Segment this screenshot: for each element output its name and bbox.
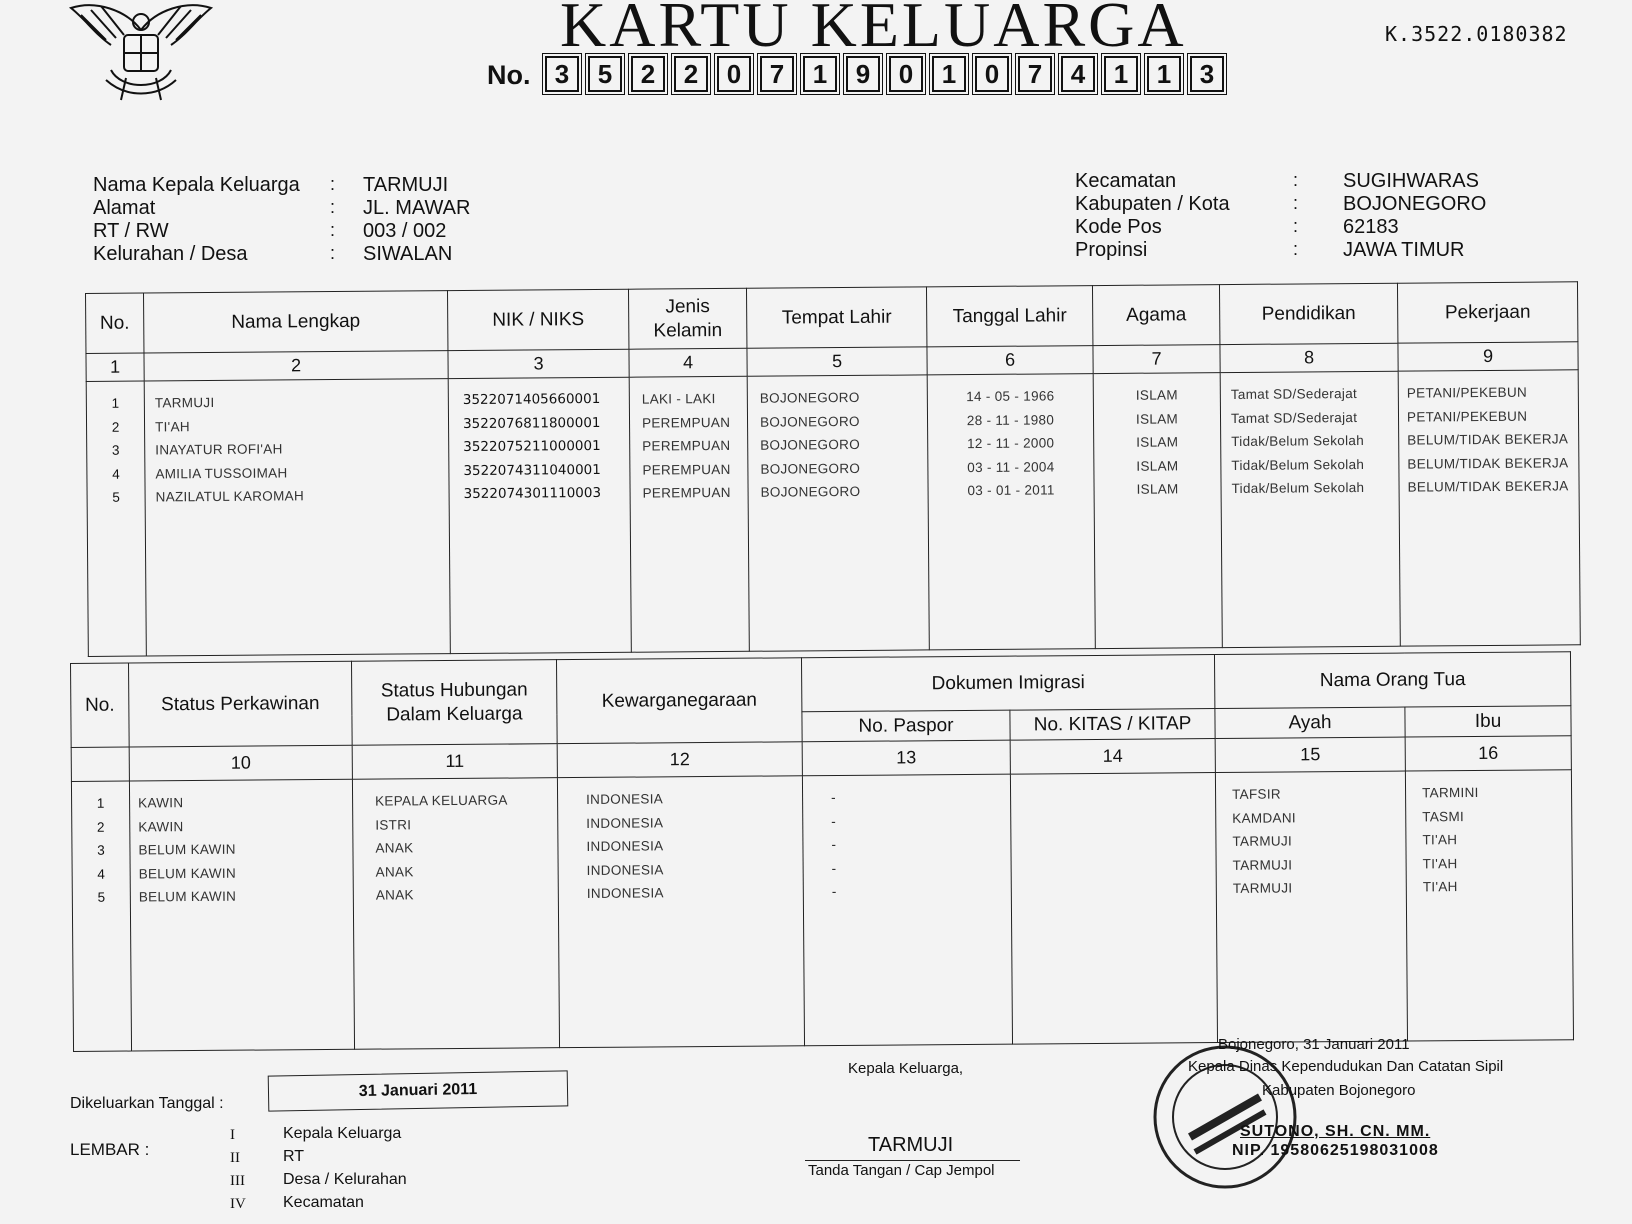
cell-warga: INDONESIA [586, 814, 664, 831]
col-number: 12 [557, 742, 802, 778]
kk-number-label: No. [487, 60, 531, 90]
col-header-label: Agama [1126, 303, 1187, 326]
cell-hubungan: ANAK [375, 840, 414, 856]
col-ayah-cells [1215, 771, 1407, 1042]
col-header-label: Pendidikan [1261, 302, 1356, 325]
header-field-label: Kode Pos [1075, 216, 1162, 238]
col-header-no-paspor: No. Paspor [802, 710, 1010, 742]
col-header-no: No. [71, 663, 130, 747]
header-colon: : [330, 174, 336, 194]
cell-pendidikan: Tidak/Belum Sekolah [1231, 479, 1365, 497]
col-number: 5 [747, 347, 927, 376]
col-header [1219, 283, 1397, 344]
cell-paspor: - [831, 883, 837, 900]
cell-hubungan: KEPALA KELUARGA [375, 792, 508, 809]
header-field-value: JAWA TIMUR [1343, 239, 1465, 261]
kk-digit: 0 [889, 56, 923, 92]
cell-paspor: - [831, 836, 837, 853]
cell-agama: ISLAM [1136, 457, 1179, 474]
cell-pendidikan: Tamat SD/Sederajat [1230, 386, 1358, 403]
official-nip: NIP. 19580625198031008 [1232, 1142, 1439, 1159]
cell-warga: INDONESIA [586, 791, 664, 807]
cell-tgl: 03 - 11 - 2004 [967, 458, 1055, 475]
cell-tempat: BOJONEGORO [759, 413, 860, 430]
col-header-label: Tanggal Lahir [952, 304, 1067, 327]
cell-jk: PEREMPUAN [641, 414, 731, 431]
lembar-roman: III [230, 1173, 245, 1189]
kk-digit: 1 [1147, 56, 1181, 92]
cell-nik: 3522075211000001 [463, 437, 601, 456]
header-field-value: TARMUJI [363, 174, 449, 196]
col-number: 6 [927, 346, 1093, 375]
cell-kitas [1011, 807, 1215, 832]
cell-warga: INDONESIA [586, 838, 664, 854]
cell-hubungan: ISTRI [375, 816, 412, 833]
kk-number [545, 56, 1230, 92]
cell-hubungan: ANAK [375, 863, 414, 880]
cell-tgl: 28 - 11 - 1980 [966, 411, 1055, 428]
header-field-value: SIWALAN [363, 243, 453, 265]
cell-ibu: TARMINI [1422, 784, 1479, 801]
cell-nik: 3522074301110003 [463, 484, 602, 503]
cell-no: 5 [112, 489, 120, 505]
header-field-label: Propinsi [1075, 239, 1148, 261]
kk-sign-caption: Tanda Tangan / Cap Jempol [808, 1162, 995, 1179]
header-field-label: Kabupaten / Kota [1075, 193, 1230, 215]
col-header [628, 288, 746, 349]
kk-digit: 1 [1104, 56, 1138, 92]
cell-tempat: BOJONEGORO [760, 460, 861, 477]
cell-agama: ISLAM [1136, 434, 1179, 450]
col-kawin-cells [129, 779, 354, 1051]
issued-date-value: 31 Januari 2011 [268, 1070, 569, 1111]
header-field-label: Kecamatan [1075, 170, 1177, 192]
col-pekerjaan-cells [1398, 370, 1580, 646]
cell-agama: ISLAM [1135, 387, 1178, 403]
cell-ayah: TARMUJI [1232, 880, 1293, 896]
cell-no: 3 [111, 442, 120, 458]
header-field-label: Nama Kepala Keluarga [93, 174, 300, 196]
header-field-label: Kelurahan / Desa [93, 243, 248, 265]
cell-tgl: 03 - 01 - 2011 [967, 482, 1055, 499]
cell-nik: 3522071405660001 [462, 390, 601, 409]
col-number: 8 [1220, 343, 1398, 372]
cell-hubungan: ANAK [375, 887, 414, 903]
cell-ayah: TARMUJI [1232, 856, 1293, 873]
col-header [926, 286, 1092, 347]
kk-digit: 0 [975, 56, 1009, 92]
cell-paspor: - [831, 860, 837, 876]
cell-agama: ISLAM [1135, 410, 1179, 427]
cell-kitas [1011, 830, 1215, 855]
cell-no: 2 [96, 819, 105, 835]
header-colon: : [1293, 216, 1299, 236]
cell-paspor: - [831, 789, 836, 806]
header-field-value: 003 / 002 [363, 220, 447, 242]
col-hubungan-cells [352, 778, 559, 1050]
lembar-list [230, 1125, 450, 1217]
official-name: SUTONO, SH. CN. MM. [1240, 1123, 1431, 1140]
col-header-label: Jenis Kelamin [653, 295, 723, 342]
kk-digit: 3 [545, 56, 579, 92]
col-header-label: Tempat Lahir [781, 306, 892, 329]
header-colon: : [1293, 239, 1299, 259]
col-number: 2 [144, 351, 448, 381]
cell-kawin: BELUM KAWIN [138, 865, 237, 881]
col-header [86, 293, 144, 353]
lembar-text: Desa / Kelurahan [283, 1171, 407, 1188]
lembar-item [230, 1194, 450, 1217]
col-header [144, 291, 448, 353]
cell-ibu: TI'AH [1422, 832, 1458, 848]
cell-ayah: TARMUJI [1232, 833, 1293, 849]
header-field-value: JL. MAWAR [363, 197, 471, 219]
col-header-kewarganegaraan: Kewarganegaraan [556, 658, 802, 744]
col-number: 14 [1010, 739, 1215, 775]
header-colon: : [1293, 193, 1299, 213]
kk-digit: 7 [1018, 56, 1052, 92]
cell-nama: TI'AH [154, 418, 190, 434]
col-number: 9 [1398, 342, 1578, 371]
lembar-item [230, 1171, 450, 1194]
cell-jk: PEREMPUAN [642, 437, 731, 454]
col-number: 3 [448, 349, 629, 378]
place-date: Bojonegoro, 31 Januari 2011 [1218, 1036, 1410, 1053]
header-field-label: RT / RW [93, 220, 169, 242]
col-tempat-cells [747, 375, 929, 651]
kk-sign-label: Kepala Keluarga, [848, 1060, 964, 1077]
col-nama-cells [144, 379, 450, 656]
cell-nama: TARMUJI [154, 394, 215, 411]
cell-kawin: BELUM KAWIN [138, 888, 237, 905]
header-field-value: 62183 [1343, 216, 1399, 238]
col-number: 15 [1215, 737, 1405, 772]
cell-tempat: BOJONEGORO [759, 389, 860, 406]
col-header-label: No. [99, 312, 130, 334]
col-header-dokumen-imigrasi: Dokumen Imigrasi [801, 655, 1214, 712]
col-number: 10 [129, 745, 352, 781]
col-no-cells [86, 381, 146, 656]
header-colon: : [330, 197, 336, 217]
cell-no: 3 [97, 842, 105, 858]
issued-date-label: Dikeluarkan Tanggal : [70, 1095, 224, 1112]
col-tgl-cells [927, 374, 1095, 650]
col-number: 1 [86, 353, 144, 381]
col-number: 7 [1093, 345, 1220, 374]
cell-no: 4 [97, 866, 105, 882]
cell-no: 1 [96, 795, 105, 811]
header-field-value: SUGIHWARAS [1343, 170, 1479, 192]
cell-pekerjaan: BELUM/TIDAK BEKERJA [1407, 454, 1569, 472]
cell-nik: 3522074311040001 [463, 461, 601, 479]
col-paspor-cells [802, 774, 1012, 1046]
col-header [447, 289, 628, 350]
col-header-status-hubungan: Status Hubungan Dalam Keluarga [351, 660, 557, 746]
kk-digit: 2 [674, 56, 708, 92]
cell-nama: INAYATUR ROFI'AH [155, 441, 283, 458]
document-title: KARTU KELUARGA [560, 0, 1187, 60]
col-header-nama-orang-tua: Nama Orang Tua [1214, 652, 1570, 709]
col-number: 11 [352, 744, 557, 780]
header-colon: : [330, 220, 336, 240]
cell-ayah: TAFSIR [1232, 786, 1281, 802]
kk-digit: 1 [932, 56, 966, 92]
col-header [746, 287, 926, 348]
signature-line [805, 1160, 1020, 1161]
official-title: Kepala Dinas Kependudukan Dan Catatan Sipil [1188, 1058, 1504, 1075]
header-colon: : [330, 243, 336, 263]
col-ibu-cells [1405, 770, 1573, 1041]
family-status-table [70, 651, 1574, 1052]
col-number: 13 [802, 740, 1010, 776]
header-field-label: Alamat [93, 197, 156, 219]
kk-digit: 4 [1061, 56, 1095, 92]
cell-ibu: TI'AH [1422, 879, 1458, 895]
kk-digit: 1 [803, 56, 837, 92]
cell-ibu: TASMI [1422, 808, 1465, 824]
kk-digit: 5 [588, 56, 622, 92]
cell-tempat: BOJONEGORO [760, 483, 861, 500]
cell-kawin: BELUM KAWIN [138, 841, 236, 858]
col-header-status-perkawinan: Status Perkawinan [129, 661, 353, 747]
col-warga-cells [557, 776, 804, 1048]
cell-ibu: TI'AH [1422, 855, 1458, 871]
cell-tgl: 14 - 05 - 1966 [966, 388, 1055, 405]
cell-pekerjaan: PETANI/PEKEBUN [1406, 408, 1528, 425]
col-header-no-kitas: No. KITAS / KITAP [1010, 709, 1215, 741]
col-agama-cells [1093, 373, 1222, 649]
lembar-item [230, 1148, 450, 1171]
garuda-emblem-icon [66, 0, 216, 110]
cell-nama: AMILIA TUSSOIMAH [155, 464, 288, 481]
cell-agama: ISLAM [1136, 481, 1179, 497]
col-header-ayah: Ayah [1215, 707, 1405, 738]
col-nik-cells [448, 377, 631, 653]
cell-no: 4 [112, 466, 120, 482]
col-header [1397, 282, 1577, 343]
lembar-roman: II [230, 1150, 240, 1166]
cell-pendidikan: Tidak/Belum Sekolah [1231, 456, 1365, 473]
cell-jk: LAKI - LAKI [641, 391, 716, 407]
cell-no: 2 [111, 419, 120, 435]
cell-pekerjaan: BELUM/TIDAK BEKERJA [1407, 478, 1569, 495]
cell-tgl: 12 - 11 - 2000 [967, 435, 1055, 452]
lembar-label: LEMBAR : [70, 1140, 150, 1159]
kk-digit: 7 [760, 56, 794, 92]
cell-pendidikan: Tamat SD/Sederajat [1230, 409, 1358, 426]
header-colon: : [1293, 170, 1299, 190]
lembar-roman: I [230, 1127, 235, 1143]
col-header-ibu: Ibu [1405, 706, 1571, 737]
col-header-label: NIK / NIKS [492, 308, 585, 331]
official-regency: Kabupaten Bojonegoro [1262, 1082, 1416, 1099]
cell-pekerjaan: BELUM/TIDAK BEKERJA [1407, 431, 1569, 448]
lembar-text: RT [283, 1148, 305, 1165]
col-number-blank [71, 747, 129, 781]
cell-jk: PEREMPUAN [642, 461, 731, 478]
lembar-text: Kepala Keluarga [283, 1125, 402, 1142]
lembar-item [230, 1125, 450, 1148]
kk-sign-name: TARMUJI [868, 1134, 954, 1156]
cell-jk: PEREMPUAN [642, 484, 731, 501]
cell-tempat: BOJONEGORO [760, 436, 861, 453]
cell-nama: NAZILATUL KAROMAH [155, 488, 305, 505]
cell-kitas [1012, 877, 1216, 902]
cell-ayah: KAMDANI [1232, 809, 1296, 826]
cell-no: 1 [111, 395, 120, 411]
cell-paspor: - [831, 813, 836, 829]
col-number: 4 [629, 348, 747, 377]
reference-code: K.3522.0180382 [1385, 22, 1568, 46]
col-header [1092, 285, 1219, 346]
cell-no: 5 [97, 889, 106, 905]
kk-digit: 3 [1190, 56, 1224, 92]
kk-digit: 9 [846, 56, 880, 92]
cell-warga: INDONESIA [586, 885, 664, 901]
kk-digit: 0 [717, 56, 751, 92]
col-header-label: Pekerjaan [1444, 301, 1531, 323]
kk-digit: 2 [631, 56, 665, 92]
col-jk-cells [629, 376, 749, 652]
cell-pendidikan: Tidak/Belum Sekolah [1231, 432, 1365, 450]
lembar-text: Kecamatan [283, 1194, 364, 1211]
col-number: 16 [1405, 736, 1571, 771]
cell-warga: INDONESIA [586, 861, 664, 878]
cell-nik: 3522076811800001 [462, 414, 601, 432]
col-pendidikan-cells [1220, 371, 1400, 647]
header-field-value: BOJONEGORO [1343, 193, 1487, 215]
cell-kawin: KAWIN [138, 818, 184, 834]
cell-kawin: KAWIN [138, 795, 184, 811]
col-no-cells [71, 781, 131, 1051]
lembar-roman: IV [230, 1196, 246, 1212]
cell-pekerjaan: PETANI/PEKEBUN [1406, 384, 1528, 401]
col-header-label: Nama Lengkap [231, 310, 361, 333]
family-members-table [85, 281, 1581, 657]
cell-kitas [1011, 783, 1215, 808]
cell-kitas [1012, 854, 1216, 879]
col-kitas-cells [1010, 773, 1217, 1045]
